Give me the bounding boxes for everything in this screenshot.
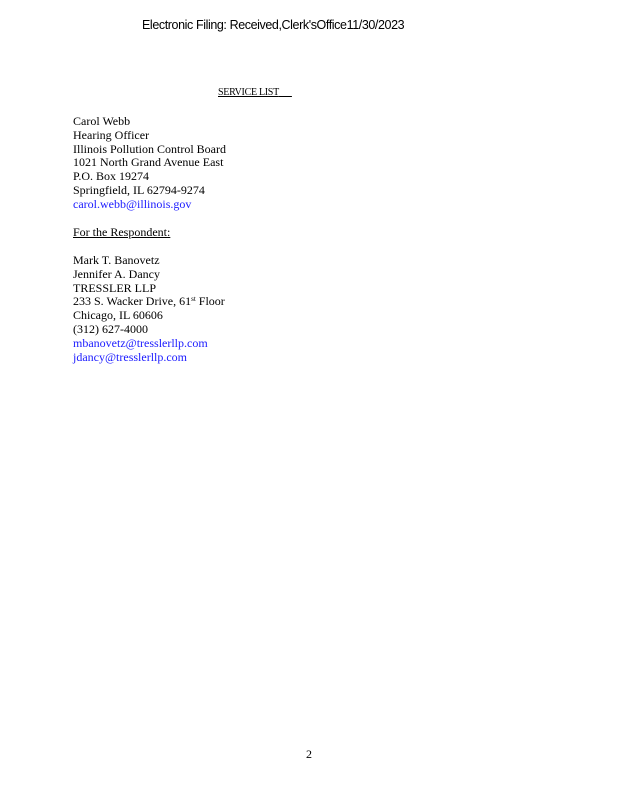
electronic-filing-stamp: Electronic Filing: Received,Clerk'sOffice11/30/2023 <box>142 18 405 32</box>
hearing-officer-block <box>73 115 226 212</box>
hearing-officer-city: Springfield, IL 62794-9274 <box>73 182 205 197</box>
respondent-email-1-link[interactable]: mbanovetz@tresslerllp.com <box>73 335 208 350</box>
hearing-officer-email-link[interactable]: carol.webb@illinois.gov <box>73 196 192 211</box>
hearing-officer-po-box: P.O. Box 19274 <box>73 169 150 184</box>
respondent-block <box>73 254 225 364</box>
respondent-attorney-1: Mark T. Banovetz <box>73 253 160 267</box>
hearing-officer-street: 1021 North Grand Avenue East <box>73 155 224 170</box>
respondent-street-ordinal: st <box>191 295 196 304</box>
respondent-street-prefix: 233 S. Wacker Drive, 61 <box>73 294 192 309</box>
respondent-firm: TRESSLER LLP <box>73 280 157 295</box>
respondent-email-2-link[interactable]: jdancy@tresslerllp.com <box>73 349 188 364</box>
respondent-street-floor: Floor <box>195 294 225 309</box>
title-underline-padding <box>279 87 292 98</box>
respondent-heading: For the Respondent: <box>73 225 171 239</box>
service-list-title <box>218 87 292 98</box>
respondent-city: Chicago, IL 60606 <box>73 308 163 323</box>
respondent-attorney-2: Jennifer A. Dancy <box>73 266 160 281</box>
respondent-street <box>73 295 225 309</box>
hearing-officer-organization: Illinois Pollution Control Board <box>73 141 227 156</box>
respondent-phone: (312) 627-4000 <box>73 321 148 336</box>
page-number: 2 <box>306 747 312 761</box>
service-list-title-text: SERVICE LIST <box>218 87 279 98</box>
hearing-officer-name: Carol Webb <box>73 114 131 128</box>
hearing-officer-role: Hearing Officer <box>73 127 150 142</box>
